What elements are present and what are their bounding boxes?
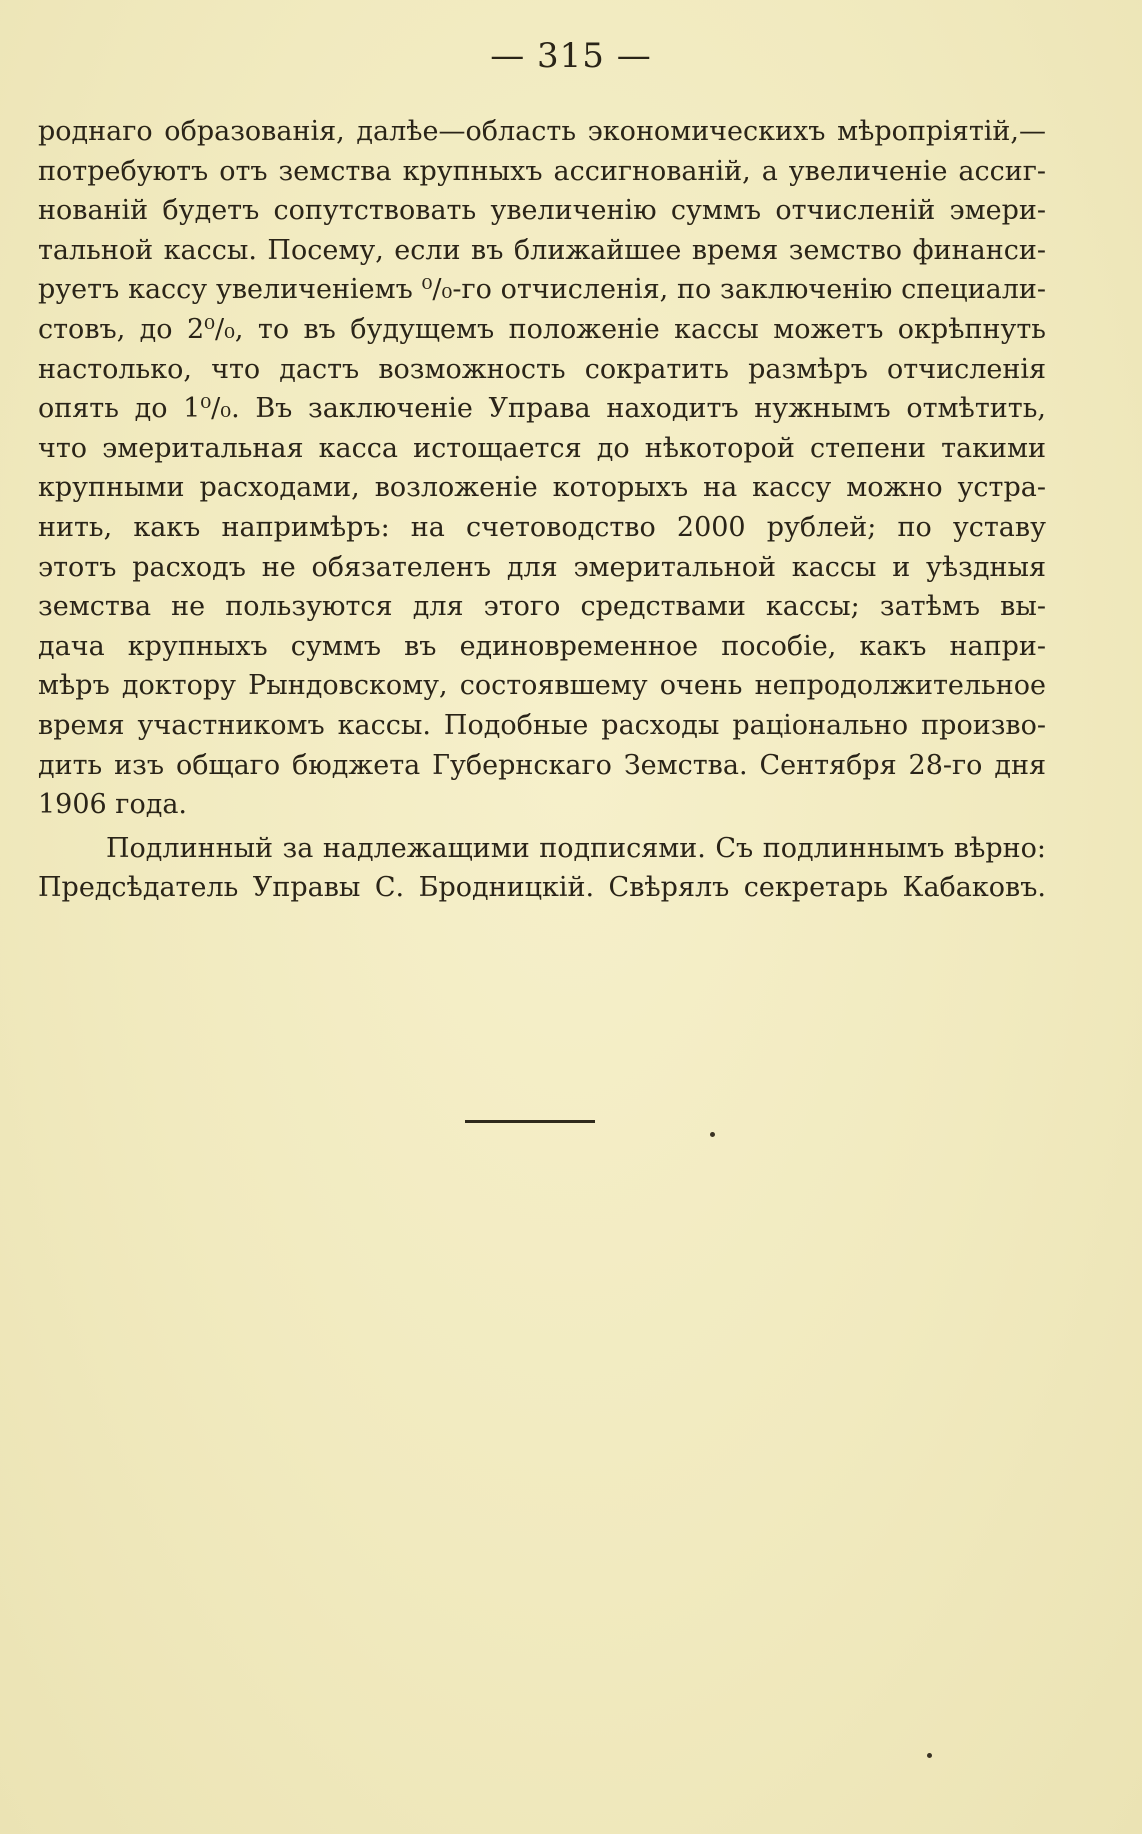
text-line: земства не пользуются для этого средствами кассы; затѣмъ вы-: [38, 591, 1046, 623]
text-line: 1906 года.: [38, 789, 188, 821]
paragraph-2: [38, 829, 1046, 908]
text-line: время участникомъ кассы. Подобные расходы раціонально произво-: [38, 709, 1046, 741]
text-line: настолько, что дастъ возможность сократить размѣръ отчисленія: [38, 353, 1046, 385]
page-number: — 315 —: [490, 36, 652, 76]
text-line: стовъ, до 2⁰/₀, то въ будущемъ положеніе кассы можетъ окрѣпнуть: [38, 313, 1046, 345]
section-divider: [465, 1120, 595, 1123]
text-line: руетъ кассу увеличеніемъ ⁰/₀-го отчисленія, по заключенію специали-: [38, 274, 1046, 306]
text-line: этотъ расходъ не обязателенъ для эмеритальной кассы и уѣздныя: [38, 551, 1046, 583]
text-line: роднаго образованія, далѣе—область экономическихъ мѣропріятій,—: [38, 116, 1046, 147]
paragraph-1: [38, 112, 1046, 825]
text-line: что эмеритальная касса истощается до нѣкоторой степени такими: [38, 432, 1046, 464]
text-line: Предсѣдатель Управы С. Бродницкій. Свѣрялъ секретарь Кабаковъ.: [38, 872, 1046, 904]
text-line: мѣръ доктору Рындовскому, состоявшему очень непродолжительное: [38, 670, 1046, 702]
text-line: дача крупныхъ суммъ въ единовременное пособіе, какъ напри-: [38, 630, 1046, 662]
text-line: дить изъ общаго бюджета Губернскаго Земства. Сентября 28-го дня: [38, 749, 1046, 781]
text-line: опять до 1⁰/₀. Въ заключеніе Управа находитъ нужнымъ отмѣтить,: [38, 393, 1046, 425]
text-line: Подлинный за надлежащими подписями. Съ подлиннымъ вѣрно:: [106, 832, 1046, 864]
text-line: нованій будетъ сопутствовать увеличенію суммъ отчисленій эмери-: [38, 195, 1046, 227]
text-line: нить, какъ напримѣръ: на счетоводство 2000 рублей; по уставу: [38, 511, 1046, 543]
text-line: крупными расходами, возложеніе которыхъ на кассу можно устра-: [38, 472, 1046, 504]
body-text: [38, 112, 1046, 908]
text-line: тальной кассы. Посему, если въ ближайшее время земство финанси-: [38, 234, 1046, 266]
text-line: потребуютъ отъ земства крупныхъ ассигнованій, а увеличеніе ассиг-: [38, 155, 1046, 187]
ink-speck: [927, 1753, 932, 1758]
ink-speck: [710, 1132, 715, 1137]
